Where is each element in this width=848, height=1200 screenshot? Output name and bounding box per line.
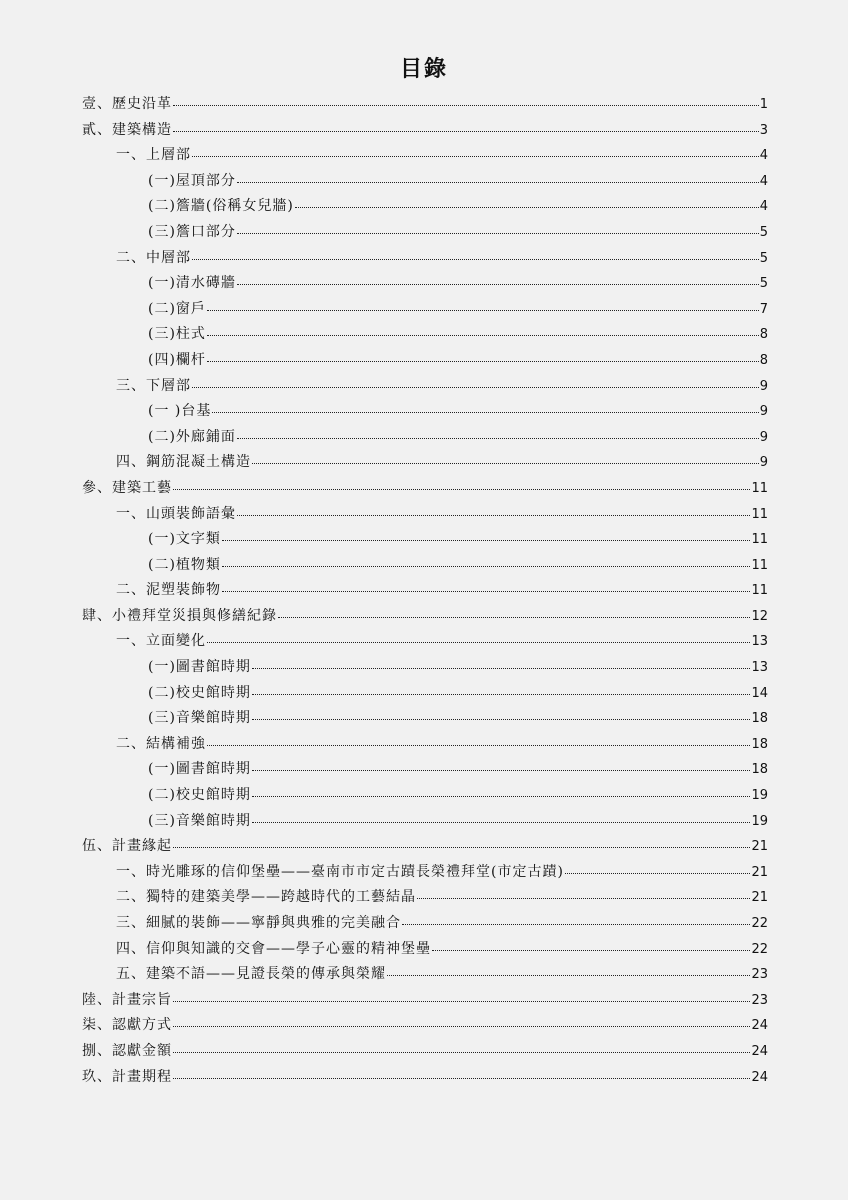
dot-leader [212,401,758,415]
toc-entry[interactable] [82,246,768,272]
toc-entry-label: 柒、認獻方式 [82,1017,172,1034]
toc-entry-page-number: 7 [759,301,768,317]
dot-leader [432,939,750,953]
dot-leader [387,964,750,978]
dot-leader [237,504,750,518]
toc-entry-label: (一)圖書館時期 [148,761,251,778]
toc-entry-label: 壹、歷史沿革 [82,96,172,112]
toc-entry-label: 捌、認獻金額 [82,1042,172,1059]
toc-entry-label: (一)圖書館時期 [148,659,251,676]
dot-leader [192,248,759,262]
toc-entry-page-number: 18 [751,736,768,752]
toc-entry-page-number: 13 [751,634,768,650]
toc-entry[interactable] [82,143,768,169]
toc-entry-page-number: 21 [751,864,768,880]
toc-entry-page-number: 22 [751,941,768,957]
dot-leader [222,555,751,569]
toc-entry[interactable] [82,860,768,886]
toc-entry-page-number: 24 [751,1069,768,1085]
toc-entry-label: 四、鋼筋混凝土構造 [116,454,251,471]
dot-leader [173,94,759,108]
toc-entry-label: (三)柱式 [148,326,206,343]
toc-entry[interactable] [82,118,768,144]
dot-leader [173,1041,750,1055]
dot-leader [252,657,751,671]
toc-entry[interactable] [82,681,768,707]
dot-leader [192,376,759,390]
toc-entry-label: (四)欄杆 [148,351,206,368]
toc-entry-label: 四、信仰與知識的交會——學子心靈的精神堡壘 [116,940,431,957]
toc-entry-page-number: 4 [759,199,768,215]
dot-leader [222,529,751,543]
toc-entry[interactable] [82,322,768,348]
toc-entry[interactable] [82,783,768,809]
toc-entry[interactable] [82,1013,768,1039]
toc-entry-label: 五、建築不語——見證長榮的傳承與榮耀 [116,966,386,983]
toc-entry[interactable] [82,194,768,220]
dot-leader [252,452,759,466]
dot-leader [173,120,759,134]
toc-entry[interactable] [82,604,768,630]
dot-leader [207,350,759,364]
toc-entry-label: 一、山頭裝飾語彙 [116,505,236,522]
toc-entry-label: 玖、計畫期程 [82,1068,172,1085]
toc-entry[interactable] [82,348,768,374]
toc-entry-page-number: 19 [751,813,768,829]
toc-entry-label: 肆、小禮拜堂災損與修繕紀錄 [82,607,277,624]
toc-entry-label: (二)校史館時期 [148,684,251,701]
toc-entry[interactable] [82,527,768,553]
toc-entry-label: (二)植物類 [148,556,221,573]
toc-entry-page-number: 21 [751,839,768,855]
toc-entry-page-number: 24 [751,1018,768,1034]
toc-entry-page-number: 22 [751,916,768,931]
toc-entry-page-number: 11 [751,583,768,599]
toc-entry[interactable] [82,885,768,911]
toc-entry-label: (二)校史館時期 [148,787,251,804]
toc-entry[interactable] [82,399,768,425]
toc-entry[interactable] [82,834,768,860]
toc-entry[interactable] [82,92,768,118]
toc-entry[interactable] [82,502,768,528]
dot-leader [192,145,759,159]
dot-leader [252,683,751,697]
dot-leader [173,478,750,492]
dot-leader [237,171,759,185]
toc-entry-page-number: 18 [751,711,768,727]
toc-entry-page-number: 4 [759,148,768,164]
toc-entry-page-number: 11 [751,480,768,496]
dot-leader [173,836,750,850]
toc-entry-label: 一、時光雕琢的信仰堡壘——臺南市市定古蹟長榮禮拜堂(市定古蹟) [116,863,564,880]
toc-entry-page-number: 14 [751,685,768,701]
toc-entry-label: 二、中層部 [116,249,191,266]
toc-entry-label: 貳、建築構造 [82,121,172,138]
toc-entry-label: (三)簷口部分 [148,223,236,240]
toc-entry-label: 伍、計畫緣起 [82,838,172,855]
toc-entry-page-number: 23 [751,967,768,983]
toc-entry-page-number: 21 [751,890,768,906]
toc-entry[interactable] [82,1039,768,1065]
toc-entry-page-number: 9 [759,455,768,471]
dot-leader [237,222,759,236]
dot-leader [295,196,759,210]
toc-entry-label: (一)屋頂部分 [148,172,236,189]
toc-entry[interactable] [82,629,768,655]
toc-entry[interactable] [82,425,768,451]
dot-leader [252,811,751,825]
toc-entry-page-number: 9 [759,378,768,394]
dot-leader [207,734,750,748]
dot-leader [207,631,750,645]
toc-entry-label: (二)簷牆(俗稱女兒牆) [148,198,294,215]
dot-leader [417,887,750,901]
dot-leader [278,606,750,620]
dot-leader [173,1067,750,1081]
toc-entry[interactable] [82,706,768,732]
table-of-contents [82,92,768,1090]
toc-entry-label: 陸、計畫宗旨 [82,991,172,1008]
toc-entry[interactable] [82,450,768,476]
dot-leader [252,759,751,773]
toc-entry-label: (二)窗戶 [148,300,206,317]
toc-entry-label: 三、細膩的裝飾——寧靜與典雅的完美融合 [116,915,401,931]
toc-entry-label: 二、結構補強 [116,735,206,752]
toc-entry-page-number: 9 [759,429,768,445]
toc-entry-label: 參、建築工藝 [82,479,172,496]
dot-leader [237,427,759,441]
dot-leader [173,1015,750,1029]
toc-entry-label: 二、泥塑裝飾物 [116,582,221,599]
dot-leader [222,580,750,594]
toc-entry-page-number: 11 [751,557,768,573]
toc-entry-page-number: 5 [759,224,768,240]
toc-entry[interactable] [82,553,768,579]
dot-leader [207,324,759,338]
toc-entry-page-number: 11 [751,506,768,522]
toc-entry-page-number: 12 [751,608,768,624]
toc-entry-page-number: 18 [751,762,768,778]
dot-leader [252,708,751,722]
toc-entry[interactable] [82,757,768,783]
toc-entry-label: (二)外廊鋪面 [148,428,236,445]
toc-entry-page-number: 1 [759,97,768,112]
toc-entry[interactable] [82,220,768,246]
toc-entry-label: 三、下層部 [116,377,191,394]
toc-entry-label: (三)音樂館時期 [148,710,251,727]
dot-leader [237,273,759,287]
toc-entry-label: 一、上層部 [116,147,191,164]
toc-entry-label: 二、獨特的建築美學——跨越時代的工藝結晶 [116,889,416,906]
toc-entry[interactable] [82,1065,768,1091]
toc-entry-page-number: 24 [751,1043,768,1059]
toc-entry[interactable] [82,374,768,400]
toc-entry-label: (一 )台基 [148,403,212,420]
toc-entry-page-number: 13 [751,660,768,676]
toc-entry-page-number: 5 [759,276,768,292]
toc-entry-label: (一)文字類 [148,531,221,548]
toc-entry-label: (三)音樂館時期 [148,812,251,829]
dot-leader [402,913,750,927]
toc-entry[interactable] [82,476,768,502]
toc-entry[interactable] [82,732,768,758]
toc-entry-page-number: 8 [759,352,768,368]
toc-title: 目錄 [399,56,448,82]
toc-entry-label: 一、立面變化 [116,633,206,650]
toc-entry-page-number: 4 [759,173,768,189]
toc-entry[interactable] [82,988,768,1014]
toc-entry[interactable] [82,911,768,937]
toc-entry[interactable] [82,962,768,988]
toc-entry-page-number: 3 [759,122,768,138]
toc-entry-page-number: 11 [751,532,768,548]
toc-entry-page-number: 8 [759,327,768,343]
toc-entry[interactable] [82,937,768,963]
dot-leader [565,862,751,876]
toc-entry[interactable] [82,297,768,323]
toc-entry-page-number: 9 [759,404,768,420]
toc-entry-label: (一)清水磚牆 [148,275,236,292]
toc-entry[interactable] [82,169,768,195]
toc-entry[interactable] [82,271,768,297]
dot-leader [252,785,751,799]
toc-entry[interactable] [82,655,768,681]
toc-entry-page-number: 5 [759,250,768,266]
toc-entry[interactable] [82,578,768,604]
toc-entry[interactable] [82,809,768,835]
toc-entry-page-number: 19 [751,788,768,804]
dot-leader [207,299,759,313]
dot-leader [173,990,750,1004]
toc-entry-page-number: 23 [751,992,768,1008]
